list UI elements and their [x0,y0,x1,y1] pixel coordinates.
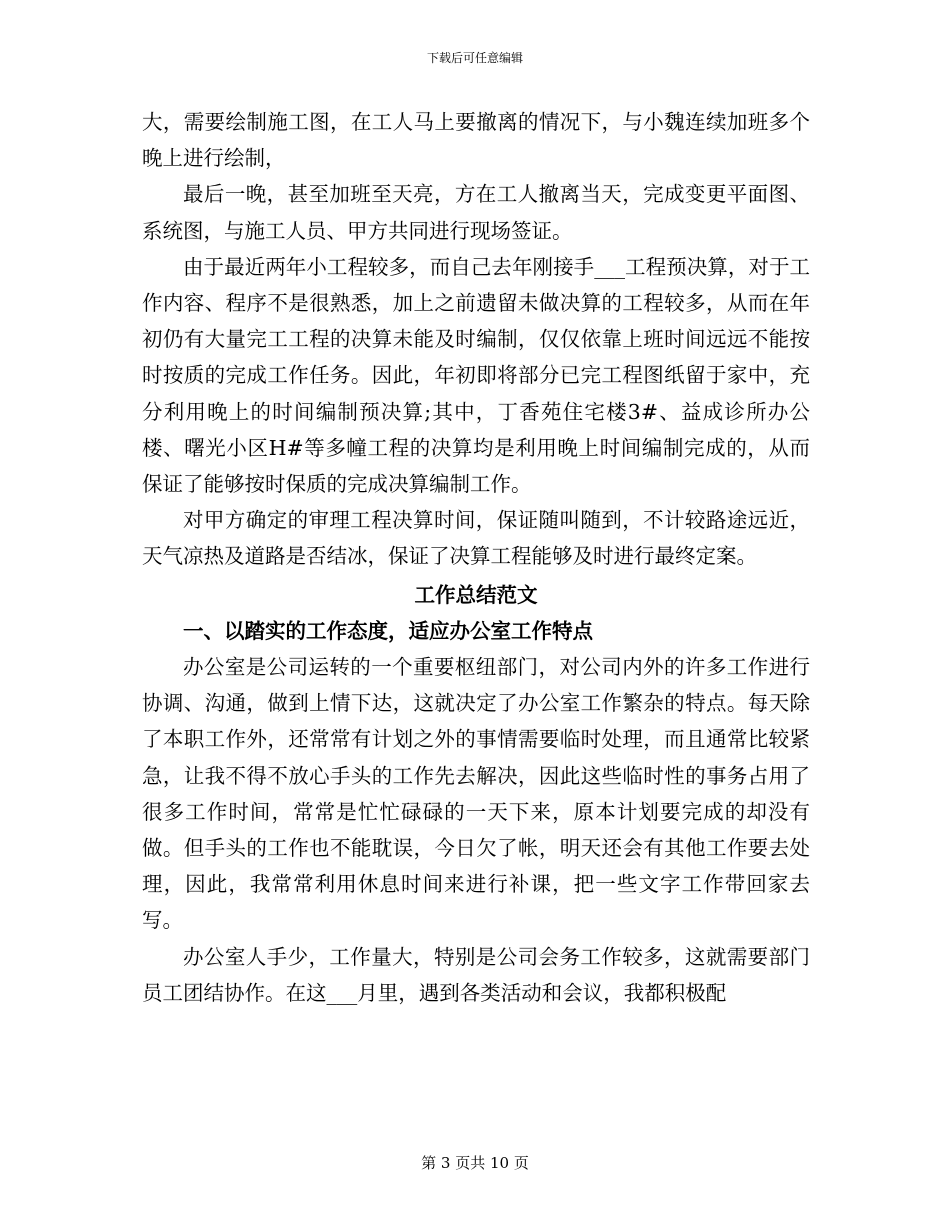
paragraph: 最后一晚，甚至加班至天亮，方在工人撤离当天，完成变更平面图、系统图，与施工人员、甲方共同进行现场签证。 [142,182,810,243]
section-title: 工作总结范文 [414,582,538,607]
paragraph-continued: 大，需要绘制施工图，在工人马上要撤离的情况下，与小魏连续加班多个晚上进行绘制， [142,110,810,171]
document-body [142,104,810,1011]
paragraph: 办公室人手少，工作量大，特别是公司会务工作较多，这就需要部门员工团结协作。在这___月里，遇到各类活动和会议，我都积极配 [142,944,810,1005]
page-footer: 第 3 页共 10 页 [421,1154,529,1172]
section-heading: 一、以踏实的工作态度，适应办公室工作特点 [183,618,593,643]
paragraph: 办公室是公司运转的一个重要枢纽部门，对公司内外的许多工作进行协调、沟通，做到上情下达，这就决定了办公室工作繁杂的特点。每天除了本职工作外，还常常有计划之外的事情需要临时处理，而且通常比较紧急，让我不得不放心手头的工作先去解决，因此这些临时性的事务占用了很多工作时间，常常是忙忙碌碌的一天下来，原本计划要完成的却没有做。但手头的工作也不能耽误，今日欠了帐，明天还会有其他工作要去处理，因此，我常常利用休息时间来进行补课，把一些文字工作带回家去写。 [142,655,810,933]
paragraph: 对甲方确定的审理工程决算时间，保证随叫随到，不计较路途远近，天气凉热及道路是否结冰，保证了决算工程能够及时进行最终定案。 [142,508,810,569]
paragraph: 由于最近两年小工程较多，而自己去年刚接手___工程预决算，对于工作内容、程序不是很熟悉，加上之前遗留未做决算的工程较多，从而在年初仍有大量完工工程的决算未能及时编制，仅仅依靠上班时间远远不能按时按质的完成工作任务。因此，年初即将部分已完工程图纸留于家中，充分利用晚上的时间编制预决算;其中，丁香苑住宅楼3#、益成诊所办公楼、曙光小区H#等多幢工程的决算均是利用晚上时间编制完成的，从而保证了能够按时保质的完成决算编制工作。 [142,254,810,497]
page-header: 下载后可任意编辑 [426,51,523,65]
